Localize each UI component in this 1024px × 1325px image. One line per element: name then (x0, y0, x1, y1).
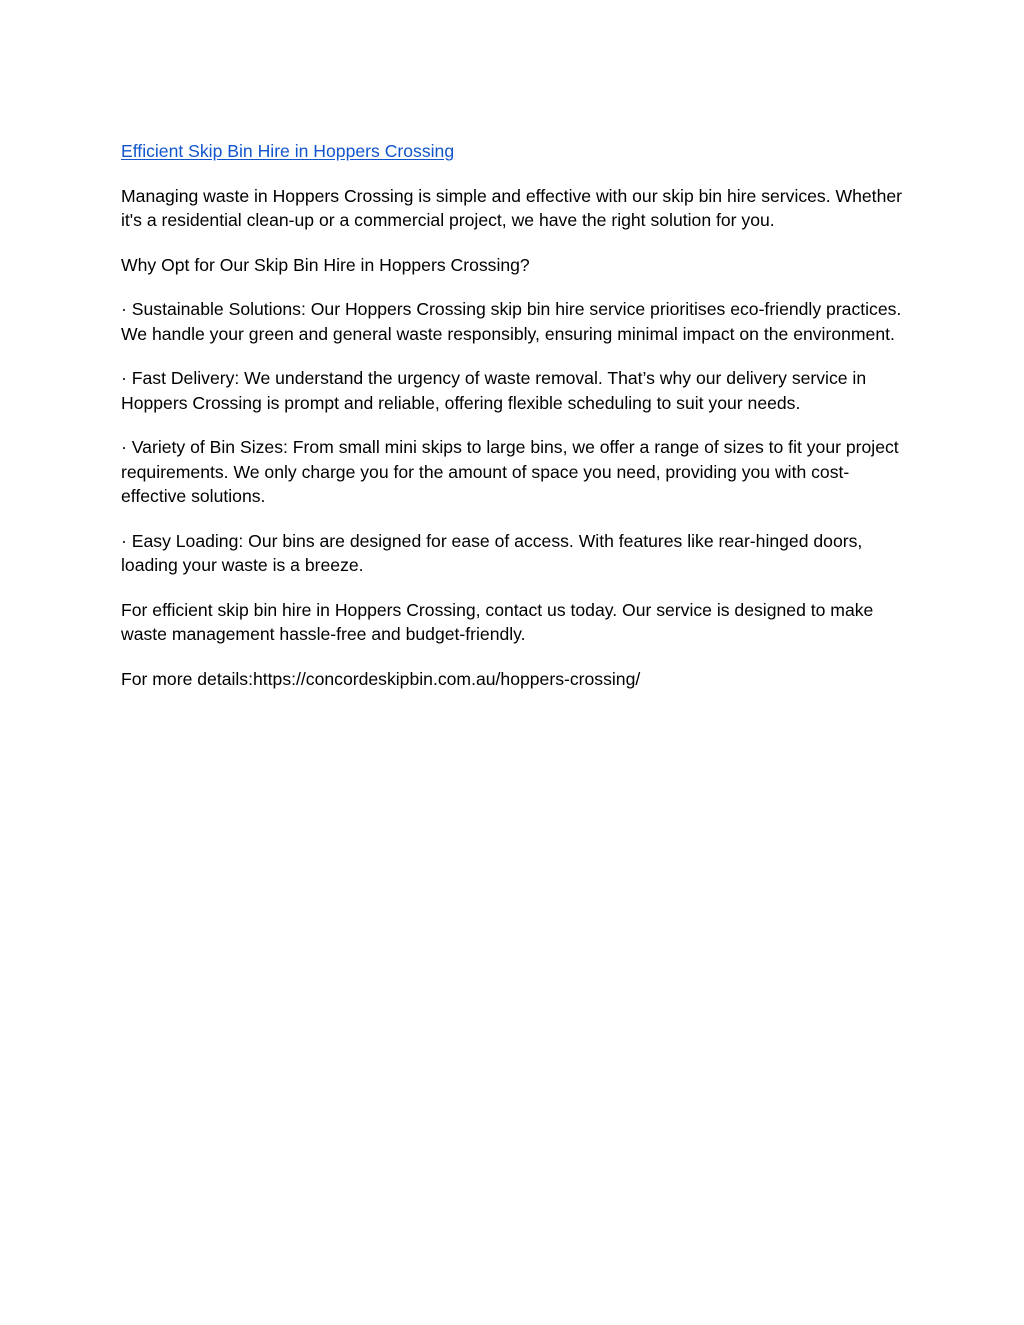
closing-paragraph: For efficient skip bin hire in Hoppers Crossing, contact us today. Our service is designed to make waste management hassle-free and budget-friendly. (121, 599, 874, 644)
title-paragraph (121, 139, 911, 164)
details-paragraph: For more details:https://concordeskipbin.com.au/hoppers-crossing/ (121, 668, 641, 689)
intro-paragraph: Managing waste in Hoppers Crossing is simple and effective with our skip bin hire services. Whether it's a residential clean-up or a commercial project, we have the right solution for you. (121, 185, 902, 230)
bullet-sustainable-solutions: · Sustainable Solutions: Our Hoppers Crossing skip bin hire service prioritises eco-friendly practices. We handle your green and general waste responsibly, ensuring minimal impact on the environment. (121, 299, 902, 344)
bullet-fast-delivery: · Fast Delivery: We understand the urgency of waste removal. That’s why our delivery service in Hoppers Crossing is prompt and reliable, offering flexible scheduling to suit your needs. (121, 368, 867, 413)
document-body (121, 139, 911, 711)
title-link[interactable]: Efficient Skip Bin Hire in Hoppers Crossing (121, 141, 455, 161)
why-heading: Why Opt for Our Skip Bin Hire in Hoppers Crossing? (121, 254, 530, 275)
bullet-variety-of-bin-sizes: · Variety of Bin Sizes: From small mini skips to large bins, we offer a range of sizes to fit your project requirements. We only charge you for the amount of space you need, providing you with cost-effective solutions. (121, 437, 899, 506)
bullet-easy-loading: · Easy Loading: Our bins are designed for ease of access. With features like rear-hinged doors, loading your waste is a breeze. (121, 530, 863, 575)
